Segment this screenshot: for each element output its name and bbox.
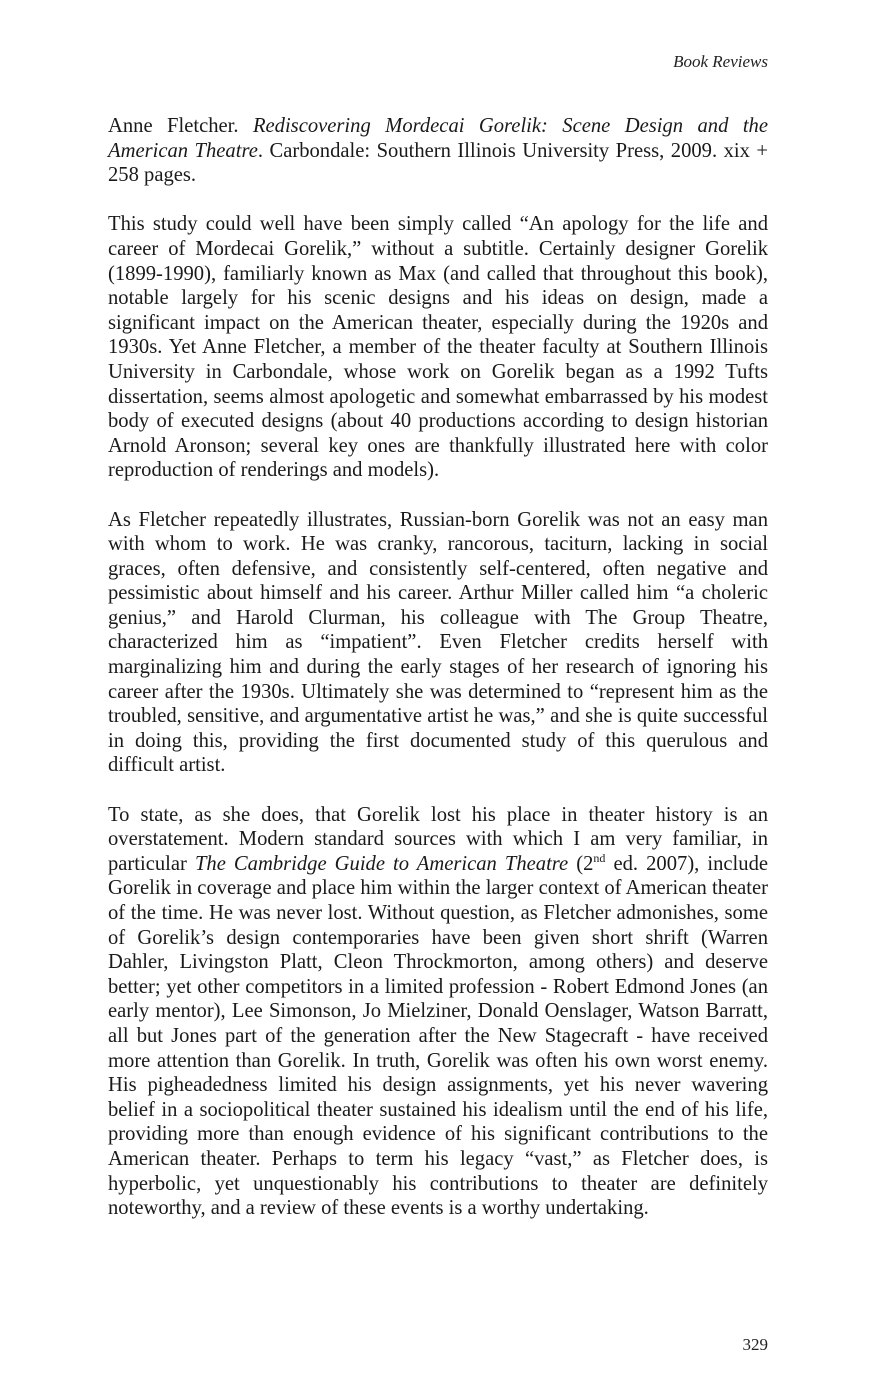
citation-publication: . Carbondale: Southern Illinois University Press, 2009. xix + 258 pages. xyxy=(108,139,768,187)
citation-author: Anne Fletcher. xyxy=(108,115,239,137)
paragraph-3-text-a: To state, as she does, that Gorelik lost his place in theater history is an overstatement. Modern standard sources with which I am very familiar, in particular xyxy=(108,803,768,875)
paragraph-3-text-c: ed. 2007), include Gorelik in coverage and place him within the larger context of American theater of the time. He was never lost. Without question, as Fletcher admonishes, some of Gorelik’s design contemporaries have been given short shrift (Warren Dahler, Livingston Platt, Cleon Throckmorton, among others) and deserve better; yet other competitors in a limited profession - Robert Edmond Jones (an early mentor), Lee Simonson, Jo Mielziner, Donald Oenslager, Watson Barratt, all but Jones part of the generation after the New Stagecraft - have received more attention than Gorelik. In truth, Gorelik was often his own worst enemy. His pigheadedness limited his design assignments, yet his never wavering belief in a sociopolitical theater sustained his idealism until the end of his life, providing more than enough evidence of his significant contributions to the American theater. Perhaps to term his legacy “vast,” as Fletcher does, is hyperbolic, yet unquestionably his contributions to theater are definitely noteworthy, and a review of these events is a worthy undertaking. xyxy=(108,852,769,1220)
ordinal-superscript: nd xyxy=(593,850,606,865)
running-head: Book Reviews xyxy=(673,52,768,71)
paragraph-3 xyxy=(108,803,768,1221)
paragraph-3-text-b: (2 xyxy=(568,852,594,875)
paragraph-1: This study could well have been simply called “An apology for the life and career of Mordecai Gorelik,” without a subtitle. Certainly designer Gorelik (1899-1990), familiarly known as Max (and called that throughout this book), notable largely for his scenic designs and his ideas on design, made a significant impact on the American theater, especially during the 1920s and 1930s. Yet Anne Fletcher, a member of the theater faculty at Southern Illinois University in Carbondale, whose work on Gorelik began as a 1992 Tufts dissertation, seems almost apologetic and somewhat embarrassed by his modest body of executed designs (about 40 productions according to design historian Arnold Aronson; several key ones are thankfully illustrated here with color reproduction of renderings and models). xyxy=(108,213,768,482)
citation-title: Rediscovering Mordecai Gorelik: Scene Design and the American Theatre xyxy=(108,115,768,162)
cited-book-title: The Cambridge Guide to American Theatre xyxy=(194,852,569,875)
paragraph-2: As Fletcher repeatedly illustrates, Russian-born Gorelik was not an easy man with whom to work. He was cranky, rancorous, taciturn, lacking in social graces, often defensive, and consistently self-centered, often negative and pessimistic about himself and his career. Arthur Miller called him “a choleric genius,” and Harold Clurman, his colleague with The Group Theatre, characterized him as “impatient”. Even Fletcher credits herself with marginalizing him and during the early stages of her research of ignoring his career after the 1930s. Ultimately she was determined to “represent him as the troubled, sensitive, and argumentative artist he was,” and she is quite successful in doing this, providing the first documented study of this querulous and difficult artist. xyxy=(108,508,768,777)
review-body xyxy=(108,114,768,1245)
book-citation xyxy=(108,114,768,188)
page-number: 329 xyxy=(742,1335,768,1354)
